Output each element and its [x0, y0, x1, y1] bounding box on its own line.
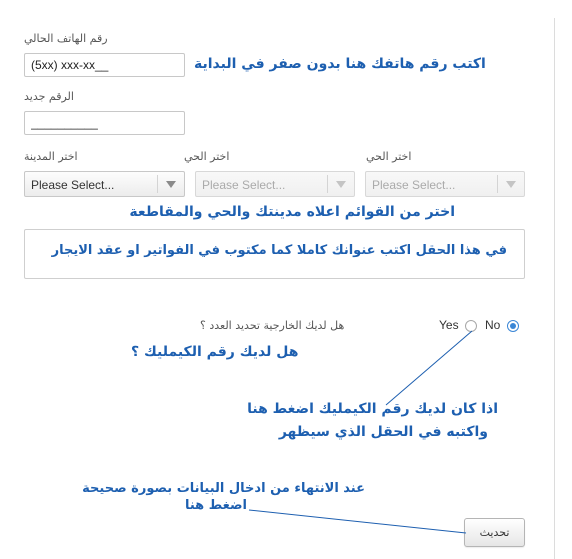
finish-hint-line1: عند الانتهاء من ادخال البيانات بصورة صحيحة	[82, 481, 365, 496]
foreign-number-label: هل لديك الخارجية تحديد العدد ؟	[200, 319, 345, 332]
choose-hint-note: اختر من القوائم اعلاه مدينتك والحي والمقاطعة	[129, 204, 455, 220]
option-yes-label: Yes	[439, 318, 459, 332]
finish-hint-line2: اضغط هنا	[184, 498, 247, 513]
current-phone-label: رقم الهاتف الحالي	[24, 32, 108, 45]
option-no-label: No	[485, 318, 501, 332]
update-button[interactable]: تحديث	[464, 518, 525, 547]
district-select-1-value: Please Select...	[202, 178, 286, 192]
new-number-label: الرقم جديد	[24, 90, 74, 103]
pointer-line-finish	[249, 510, 466, 533]
pointer-line-chemical	[386, 331, 472, 405]
city-label: اختر المدينة	[24, 150, 78, 163]
district-select-2-value: Please Select...	[372, 178, 456, 192]
chemical-question-note: هل لديك رقم الكيمليك ؟	[131, 344, 299, 360]
district-label-2: اختر الحي	[366, 150, 412, 163]
phone-hint-note: اكتب رقم هاتفك هنا بدون صفر في البداية	[194, 56, 486, 72]
chemical-hint-line1: اذا كان لديك رقم الكيمليك اضغط هنا	[247, 401, 498, 417]
address-hint-note: في هذا الحقل اكتب عنوانك كاملا كما مكتوب في الفواتير او عقد الايجار	[51, 243, 507, 258]
chemical-hint-line2: واكتبه في الحقل الذي سيظهر	[278, 424, 488, 440]
city-select-value: Please Select...	[31, 178, 115, 192]
district-label-1: اختر الحي	[184, 150, 230, 163]
